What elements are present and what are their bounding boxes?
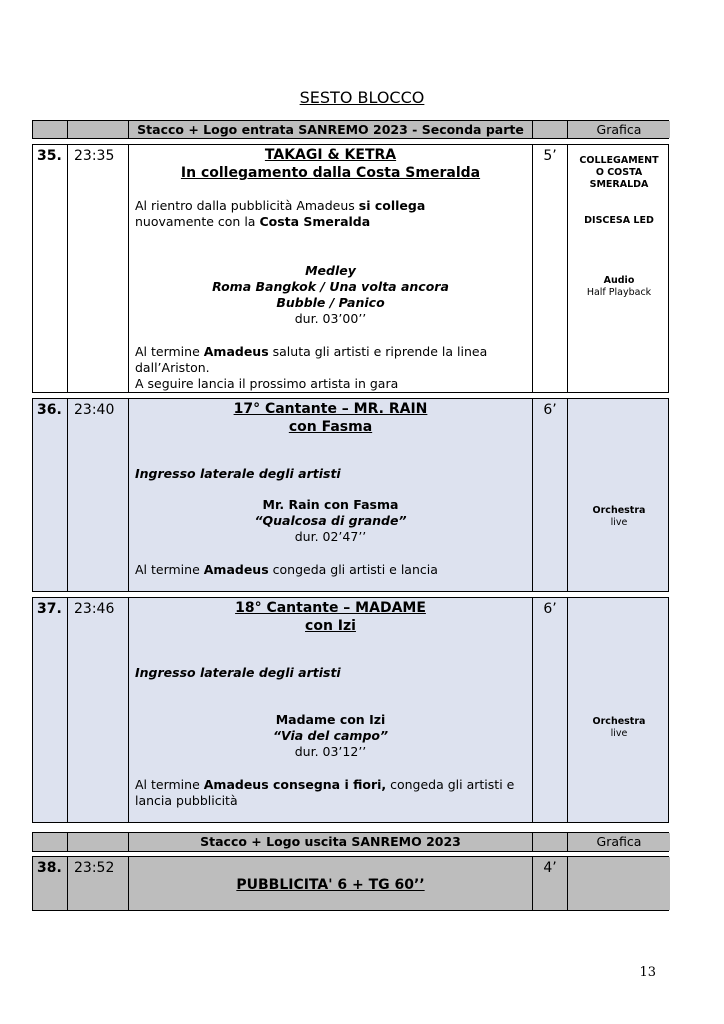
row-number: 35. bbox=[33, 145, 68, 392]
header-cell-empty bbox=[33, 121, 68, 138]
page-number: 13 bbox=[639, 965, 656, 980]
text-span: congeda gli artisti e lancia bbox=[268, 562, 438, 577]
row-36 bbox=[32, 398, 669, 592]
row-duration: 5’ bbox=[533, 145, 568, 392]
note-orchestra: Orchestra bbox=[592, 505, 646, 516]
text-span: Al termine bbox=[135, 562, 204, 577]
text-span: nuovamente con la bbox=[135, 214, 260, 229]
row-heading: 18° Cantante – MADAME bbox=[235, 600, 426, 616]
row-content bbox=[129, 598, 533, 822]
row-37 bbox=[32, 597, 669, 823]
row-time: 23:35 bbox=[68, 145, 129, 392]
header-grafica: Grafica bbox=[568, 833, 670, 851]
row-paragraph bbox=[135, 344, 528, 392]
note-orchestra: Orchestra bbox=[592, 716, 646, 727]
song-title: Bubble / Panico bbox=[276, 295, 385, 310]
medley-label: Medley bbox=[305, 263, 356, 278]
note-audio: Audio bbox=[603, 275, 635, 286]
note-half-playback: Half Playback bbox=[586, 287, 652, 298]
header-row-uscita bbox=[32, 832, 669, 852]
row-35 bbox=[32, 144, 669, 393]
row-paragraph bbox=[135, 562, 528, 578]
row-number: 37. bbox=[33, 598, 68, 822]
text-span: Costa Smeralda bbox=[259, 214, 371, 229]
song-duration: dur. 03’00’’ bbox=[294, 311, 367, 326]
note-live: live bbox=[610, 728, 628, 739]
row-number: 38. bbox=[33, 857, 68, 910]
row-content bbox=[129, 145, 533, 392]
header-text: Stacco + Logo entrata SANREMO 2023 - Seconda parte bbox=[129, 121, 533, 138]
header-cell-empty bbox=[68, 833, 129, 851]
row-paragraph bbox=[135, 777, 528, 809]
text-span: congeda gli artisti e lancia pubblicità bbox=[135, 777, 515, 808]
ad-break-text: PUBBLICITA' 6 + TG 60’’ bbox=[236, 877, 425, 893]
song-title: Roma Bangkok / Una volta ancora bbox=[212, 279, 449, 294]
header-cell-empty bbox=[533, 121, 568, 138]
row-38 bbox=[32, 856, 669, 911]
text-span: Amadeus bbox=[203, 344, 269, 359]
row-content bbox=[129, 857, 533, 910]
header-cell-empty bbox=[33, 833, 68, 851]
text-span: Al termine bbox=[135, 777, 204, 792]
note-live: live bbox=[610, 517, 628, 528]
text-span: Al rientro dalla pubblicità Amadeus bbox=[135, 198, 359, 213]
row-duration: 6’ bbox=[533, 399, 568, 591]
header-grafica: Grafica bbox=[568, 121, 670, 138]
row-paragraph bbox=[135, 198, 528, 230]
row-content bbox=[129, 399, 533, 591]
header-text: Stacco + Logo uscita SANREMO 2023 bbox=[129, 833, 533, 851]
song-title: “Via del campo” bbox=[272, 728, 389, 743]
row-notes bbox=[568, 145, 670, 392]
row-duration: 4’ bbox=[533, 857, 568, 910]
text-span: Amadeus bbox=[203, 562, 269, 577]
row-notes bbox=[568, 857, 670, 910]
row-notes bbox=[568, 399, 670, 591]
header-cell-empty bbox=[533, 833, 568, 851]
row-heading: TAKAGI & KETRA bbox=[264, 147, 397, 163]
song-duration: dur. 03’12’’ bbox=[294, 744, 367, 759]
text-span: A seguire lancia il prossimo artista in gara bbox=[135, 376, 399, 391]
row-duration: 6’ bbox=[533, 598, 568, 822]
artist-name: Mr. Rain con Fasma bbox=[262, 497, 399, 512]
row-number: 36. bbox=[33, 399, 68, 591]
artist-name: Madame con Izi bbox=[275, 712, 386, 727]
row-subheading: con Izi bbox=[305, 618, 356, 634]
text-span: si collega bbox=[358, 198, 426, 213]
note-discesa-led: DISCESA LED bbox=[584, 215, 654, 226]
row-time: 23:40 bbox=[68, 399, 129, 591]
text-span: Al termine bbox=[135, 344, 204, 359]
text-span: saluta gli artisti e riprende la linea dall’Ariston. bbox=[135, 344, 488, 375]
note-collegamento: COLLEGAMENT O COSTA SMERALDA bbox=[579, 155, 659, 190]
header-row-entrata bbox=[32, 120, 669, 139]
song-duration: dur. 02’47’’ bbox=[294, 529, 367, 544]
row-subheading: In collegamento dalla Costa Smeralda bbox=[180, 165, 481, 181]
song-title: “Qualcosa di grande” bbox=[254, 513, 407, 528]
text-span: Amadeus consegna i fiori, bbox=[203, 777, 387, 792]
page-title: SESTO BLOCCO bbox=[299, 88, 425, 107]
row-time: 23:52 bbox=[68, 857, 129, 910]
row-subheading: con Fasma bbox=[288, 419, 373, 435]
entry-note: Ingresso laterale degli artisti bbox=[135, 665, 341, 680]
row-notes bbox=[568, 598, 670, 822]
entry-note: Ingresso laterale degli artisti bbox=[135, 466, 341, 481]
row-time: 23:46 bbox=[68, 598, 129, 822]
row-heading: 17° Cantante – MR. RAIN bbox=[233, 401, 428, 417]
header-cell-empty bbox=[68, 121, 129, 138]
